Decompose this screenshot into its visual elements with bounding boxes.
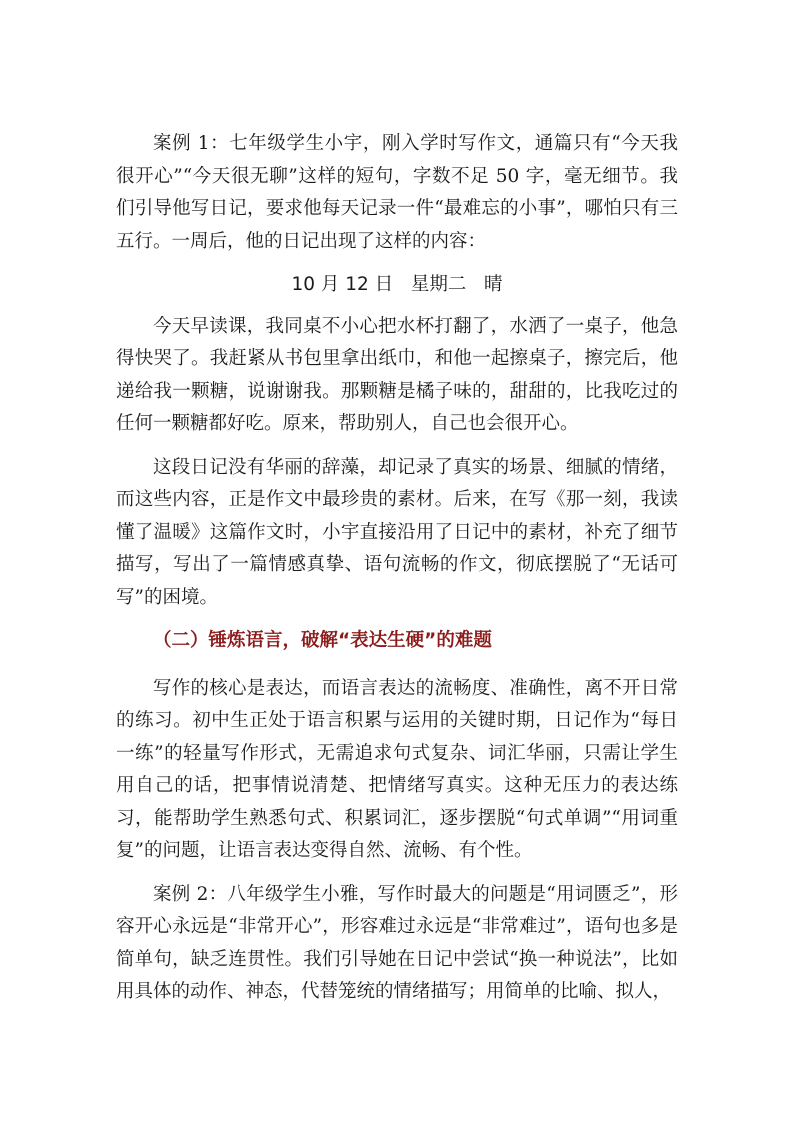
case1-intro-paragraph: 案例 1：七年级学生小宇，刚入学时写作文，通篇只有“今天我很开心”“今天很无聊”这样的短句，字数不足 50 字，毫无细节。我们引导他写日记，要求他每天记录一件“最难忘的小事”，哪怕只有三五行。一周后，他的日记出现了这样的内容： (116, 133, 678, 252)
diary-body-paragraph: 今天早读课，我同桌不小心把水杯打翻了，水洒了一桌子，他急得快哭了。我赶紧从书包里拿出纸巾，和他一起擦桌子，擦完后，他递给我一颗糖，说谢谢我。那颗糖是橘子味的，甜甜的，比我吃过的任何一颗糖都好吃。原来，帮助别人，自己也会很开心。 (116, 315, 678, 434)
section2-body-paragraph: 写作的核心是表达，而语言表达的流畅度、准确性，离不开日常的练习。初中生正处于语言积累与运用的关键时期，日记作为“每日一练”的轻量写作形式，无需追求句式复杂、词汇华丽，只需让学生用自己的话，把事情说清楚、把情绪写真实。这种无压力的表达练习，能帮助学生熟悉句式、积累词汇，逐步摆脱“句式单调”“用词重复”的问题，让语言表达变得自然、流畅、有个性。 (116, 677, 678, 861)
case1-analysis-paragraph: 这段日记没有华丽的辞藻，却记录了真实的场景、细腻的情绪，而这些内容，正是作文中最珍贵的素材。后来，在写《那一刻，我读懂了温暖》这篇作文时，小宇直接沿用了日记中的素材，补充了细节描写，写出了一篇情感真挚、语句流畅的作文，彻底摆脱了“无话可写”的困境。 (116, 456, 678, 608)
section2-heading: （二）锤炼语言，破解“表达生硬”的难题 (153, 630, 492, 651)
case2-intro-paragraph: 案例 2：八年级学生小雅，写作时最大的问题是“用词匮乏”，形容开心永远是“非常开心”，形容难过永远是“非常难过”，语句也多是简单句，缺乏连贯性。我们引导她在日记中尝试“换一种说法”，比如用具体的动作、神态，代替笼统的情绪描写；用简单的比喻、拟人， (116, 883, 678, 1002)
document-body (116, 128, 678, 1020)
diary-date-line: 10 月 12 日 星期二 晴 (291, 274, 503, 295)
